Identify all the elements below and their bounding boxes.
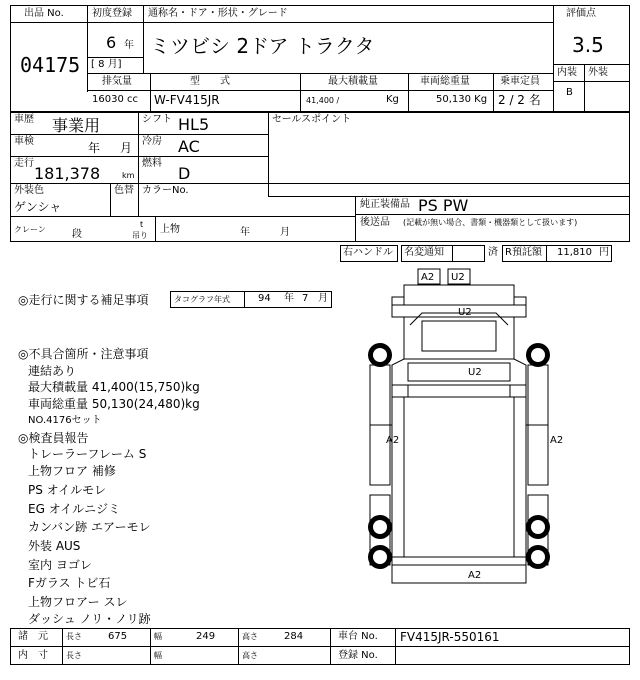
gross-weight-label: 車両総重量 xyxy=(420,76,470,87)
inspector-item: PS オイルモレ xyxy=(28,483,107,497)
interior-label: 内装 xyxy=(557,67,577,78)
mileage-label: 走行 xyxy=(14,158,34,169)
name-change: 名変通知 xyxy=(404,247,444,258)
tacho-year-unit: 年 xyxy=(284,293,294,304)
crane-t: t xyxy=(140,220,144,229)
inspection-year: 年 xyxy=(88,141,101,155)
vehicle-damage-diagram xyxy=(344,265,614,605)
chassis-number: FV415JR-550161 xyxy=(400,630,500,644)
steering: 右ハンドル xyxy=(343,247,393,258)
damage-mark: A2 xyxy=(550,435,564,446)
recycle-amount: 11,810 xyxy=(557,247,592,258)
grade-label: 評価点 xyxy=(566,8,596,19)
inspector-item: 室内 ヨゴレ xyxy=(28,558,92,572)
sales-point-label: セールスポイント xyxy=(272,114,352,125)
recycle-unit: 円 xyxy=(599,247,609,258)
top-month: 月 xyxy=(280,227,290,238)
inspector-item: Fガラス トビ石 xyxy=(28,576,111,590)
inspector-item: EG オイルニジミ xyxy=(28,502,121,516)
inspector-item: カンバン跡 エアーモレ xyxy=(28,520,151,534)
height-label: 高さ xyxy=(242,632,258,641)
first-reg-label: 初度登録 xyxy=(92,8,132,19)
lot-label: 出品 No. xyxy=(24,8,64,19)
model-label: 型 式 xyxy=(190,76,230,87)
damage-mark: A2 xyxy=(386,435,400,446)
color-change-label: 色替 xyxy=(114,185,134,196)
crane-hoist: 吊り xyxy=(132,231,148,240)
displacement-label: 排気量 xyxy=(102,76,132,87)
chassis-label: 車台 No. xyxy=(338,631,378,642)
model-desc-label: 通称名・ドア・形状・グレード xyxy=(148,8,288,19)
inner-height-label: 高さ xyxy=(242,651,258,660)
defect-item: NO.4176セット xyxy=(28,415,102,426)
car-name: ミツビシ 2ドア トラクタ xyxy=(150,34,375,58)
damage-mark: U2 xyxy=(458,307,472,318)
aftermarket-note: (記載が無い場合、書類・機器類として扱います) xyxy=(403,218,578,227)
exterior-label: 外装 xyxy=(588,67,608,78)
width-label: 幅 xyxy=(154,632,162,641)
crane-steps: 段 xyxy=(72,229,82,240)
reg-year-unit: 年 xyxy=(124,40,134,51)
defect-item: 車両総重量 50,130(24,480)kg xyxy=(28,397,200,411)
inspector-item: 上物フロア 補修 xyxy=(28,464,116,478)
damage-mark: A2 xyxy=(468,570,482,581)
shift-label: シフト xyxy=(142,114,172,125)
recycle-label: R預託額 xyxy=(505,247,542,258)
defect-item: 最大積載量 41,400(15,750)kg xyxy=(28,380,200,394)
tacho-month: 7 xyxy=(302,293,309,304)
inspector-item: ダッシュ ノリ・ノリ跡 xyxy=(28,612,151,626)
model-code: W-FV415JR xyxy=(154,93,220,107)
dims-label: 諸 元 xyxy=(18,631,48,642)
gross-weight: 50,130 Kg xyxy=(436,94,488,105)
mileage-unit: km xyxy=(122,171,135,180)
inspection-month: 月 xyxy=(120,141,133,155)
shift: HL5 xyxy=(178,115,210,134)
height: 284 xyxy=(284,631,304,642)
inner-length-label: 長さ xyxy=(66,651,82,660)
equipment-label: 純正装備品 xyxy=(360,199,410,210)
inspector-title: ◎検査員報告 xyxy=(18,431,89,445)
reg-month: [ 8 月] xyxy=(91,59,122,70)
top-label: 上物 xyxy=(160,224,180,235)
reg-year: 6 xyxy=(106,33,117,52)
ext-color-label: 外装色 xyxy=(14,185,44,196)
inner-width-label: 幅 xyxy=(154,651,162,660)
damage-mark: U2 xyxy=(468,367,482,378)
top-year: 年 xyxy=(240,227,250,238)
recycle-status: 済 xyxy=(488,247,498,258)
ext-color: ゲンシャ xyxy=(14,200,62,214)
history-label: 車歴 xyxy=(14,114,34,125)
fuel-label: 燃料 xyxy=(142,158,162,169)
crane-label: クレーン xyxy=(14,225,46,234)
tacho-label: タコグラフ年式 xyxy=(174,295,230,304)
history: 事業用 xyxy=(52,116,101,135)
equipment: PS PW xyxy=(418,196,469,215)
mileage: 181,378 xyxy=(34,164,101,183)
tacho-year: 94 xyxy=(258,293,271,304)
max-load-unit: Kg xyxy=(386,94,399,105)
driving-notes-title: ◎走行に関する補足事項 xyxy=(18,293,149,307)
defects-title: ◎不具合箇所・注意事項 xyxy=(18,347,149,361)
length: 675 xyxy=(108,631,128,642)
tacho-month-unit: 月 xyxy=(318,293,328,304)
fuel: D xyxy=(178,164,191,183)
displacement: 16030 cc xyxy=(92,94,138,105)
max-load-label: 最大積載量 xyxy=(328,76,378,87)
ac: AC xyxy=(178,137,200,156)
color-code-label: カラーNo. xyxy=(142,185,189,196)
evaluation-score: 3.5 xyxy=(572,33,604,57)
lot-number: 04175 xyxy=(20,53,81,77)
inner-dims-label: 内 寸 xyxy=(18,650,48,661)
inspector-item: 外装 AUS xyxy=(28,539,81,553)
defect-item: 連結あり xyxy=(28,364,77,378)
ac-label: 冷房 xyxy=(142,136,162,147)
inspection-label: 車検 xyxy=(14,136,34,147)
reg-number-label: 登録 No. xyxy=(338,650,378,661)
length-label: 長さ xyxy=(66,632,82,641)
inspector-item: トレーラーフレーム S xyxy=(28,447,147,461)
damage-mark: A2 xyxy=(421,272,435,283)
interior-grade: B xyxy=(566,87,573,98)
max-load: 41,400 / xyxy=(306,96,340,105)
aftermarket-label: 後送品 xyxy=(360,217,390,228)
inspector-item: 上物フロアー スレ xyxy=(28,595,128,609)
capacity-label: 乗車定員 xyxy=(500,76,540,87)
damage-mark: U2 xyxy=(451,272,465,283)
width: 249 xyxy=(196,631,216,642)
capacity: 2 / 2 名 xyxy=(498,93,541,107)
